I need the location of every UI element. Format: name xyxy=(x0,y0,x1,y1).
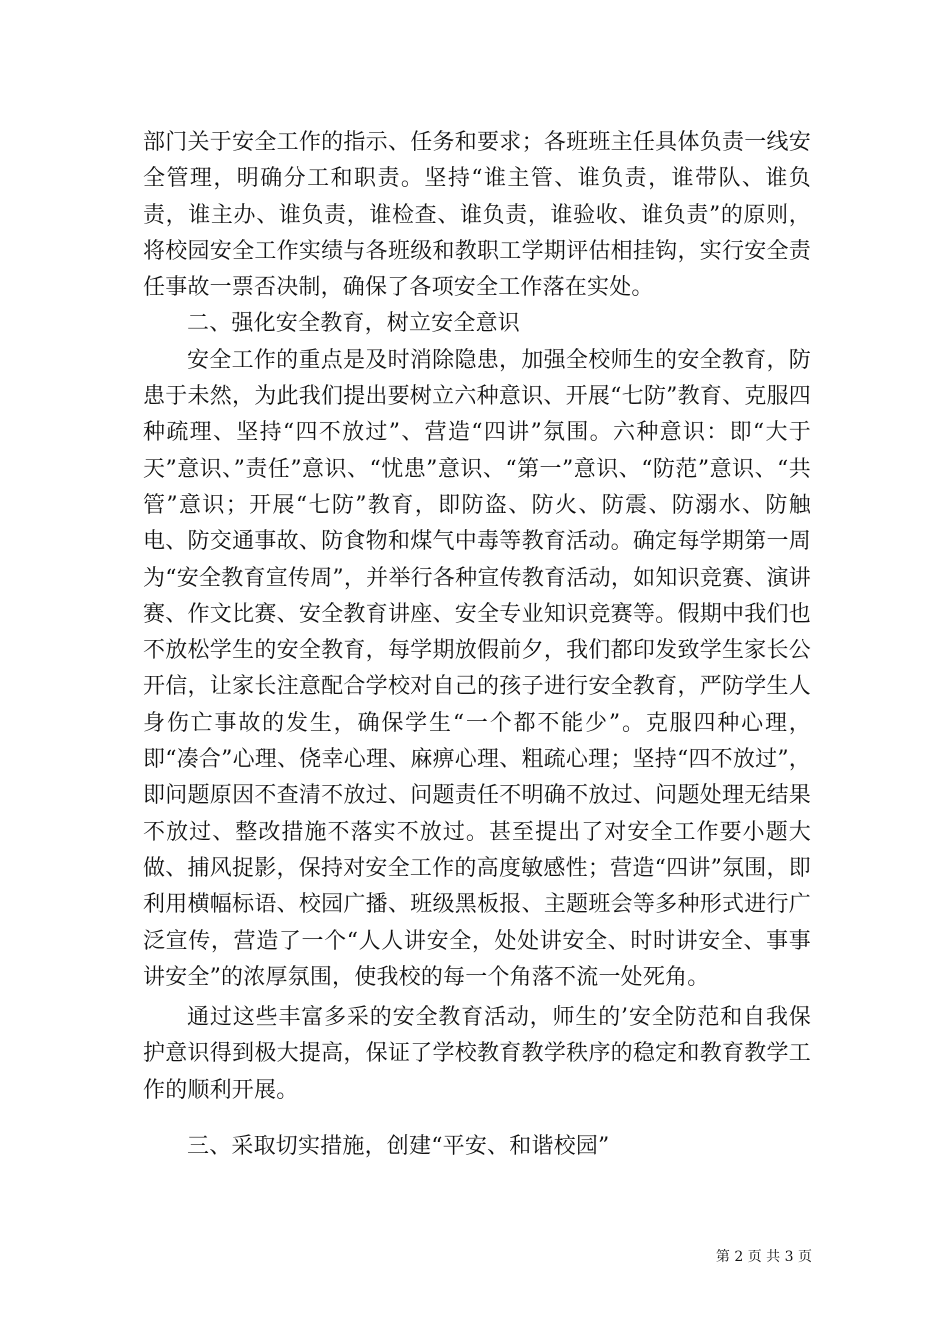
section-heading-2: 二、强化安全教育，树立安全意识 xyxy=(187,311,521,337)
page-number-footer: 第 2 页 共 3 页 xyxy=(715,1249,812,1265)
document-body xyxy=(143,125,811,1165)
paragraph-safety-education: 安全工作的重点是及时消除隐患，加强全校师生的安全教育，防患于未然，为此我们提出要树立六种意识、开展“七防”教育、克服四种疏理、坚持“四不放过”、营造“四讲”氛围。六种意识：即“大于天”意识、”责任”意识、“忧患”意识、“第一”意识、“防范”意识、“共管”意识；开展“七防”教育，即防盗、防火、防震、防溺水、防触电、防交通事故、防食物和煤气中毒等教育活动。确定每学期第一周为“安全教育宣传周”，并举行各种宣传教育活动，如知识竞赛、演讲赛、作文比赛、安全教育讲座、安全专业知识竞赛等。假期中我们也不放松学生的安全教育，每学期放假前夕，我们都印发致学生家长公开信，让家长注意配合学校对自己的孩子进行安全教育，严防学生人身伤亡事故的发生，确保学生“一个都不能少”。克服四种心理，即“凑合”心理、侥幸心理、麻痹心理、粗疏心理；坚持“四不放过”，即问题原因不查清不放过、问题责任不明确不放过、问题处理无结果不放过、整改措施不落实不放过。甚至提出了对安全工作要小题大做、捕风捉影，保持对安全工作的高度敏感性；营造“四讲”氛围，即利用横幅标语、校园广播、班级黑板报、主题班会等多种形式进行广泛宣传，营造了一个“人人讲安全，处处讲安全、时时讲安全、事事讲安全”的浓厚氛围，使我校的每一个角落不流一处死角。 xyxy=(143,347,811,990)
paragraph-continuation: 部门关于安全工作的指示、任务和要求；各班班主任具体负责一线安全管理，明确分工和职责。坚持“谁主管、谁负责，谁带队、谁负责，谁主办、谁负责，谁检查、谁负责，谁验收、谁负责”的原则，将校园安全工作实绩与各班级和教职工学期评估相挂钩，实行安全责任事故一票否决制，确保了各项安全工作落在实处。 xyxy=(143,130,811,301)
paragraph-results: 通过这些丰富多采的安全教育活动，师生的’安全防范和自我保护意识得到极大提高，保证了学校教育教学秩序的稳定和教育教学工作的顺利开展。 xyxy=(143,1005,811,1103)
section-heading-3: 三、采取切实措施，创建“平安、和谐校园” xyxy=(187,1134,610,1160)
